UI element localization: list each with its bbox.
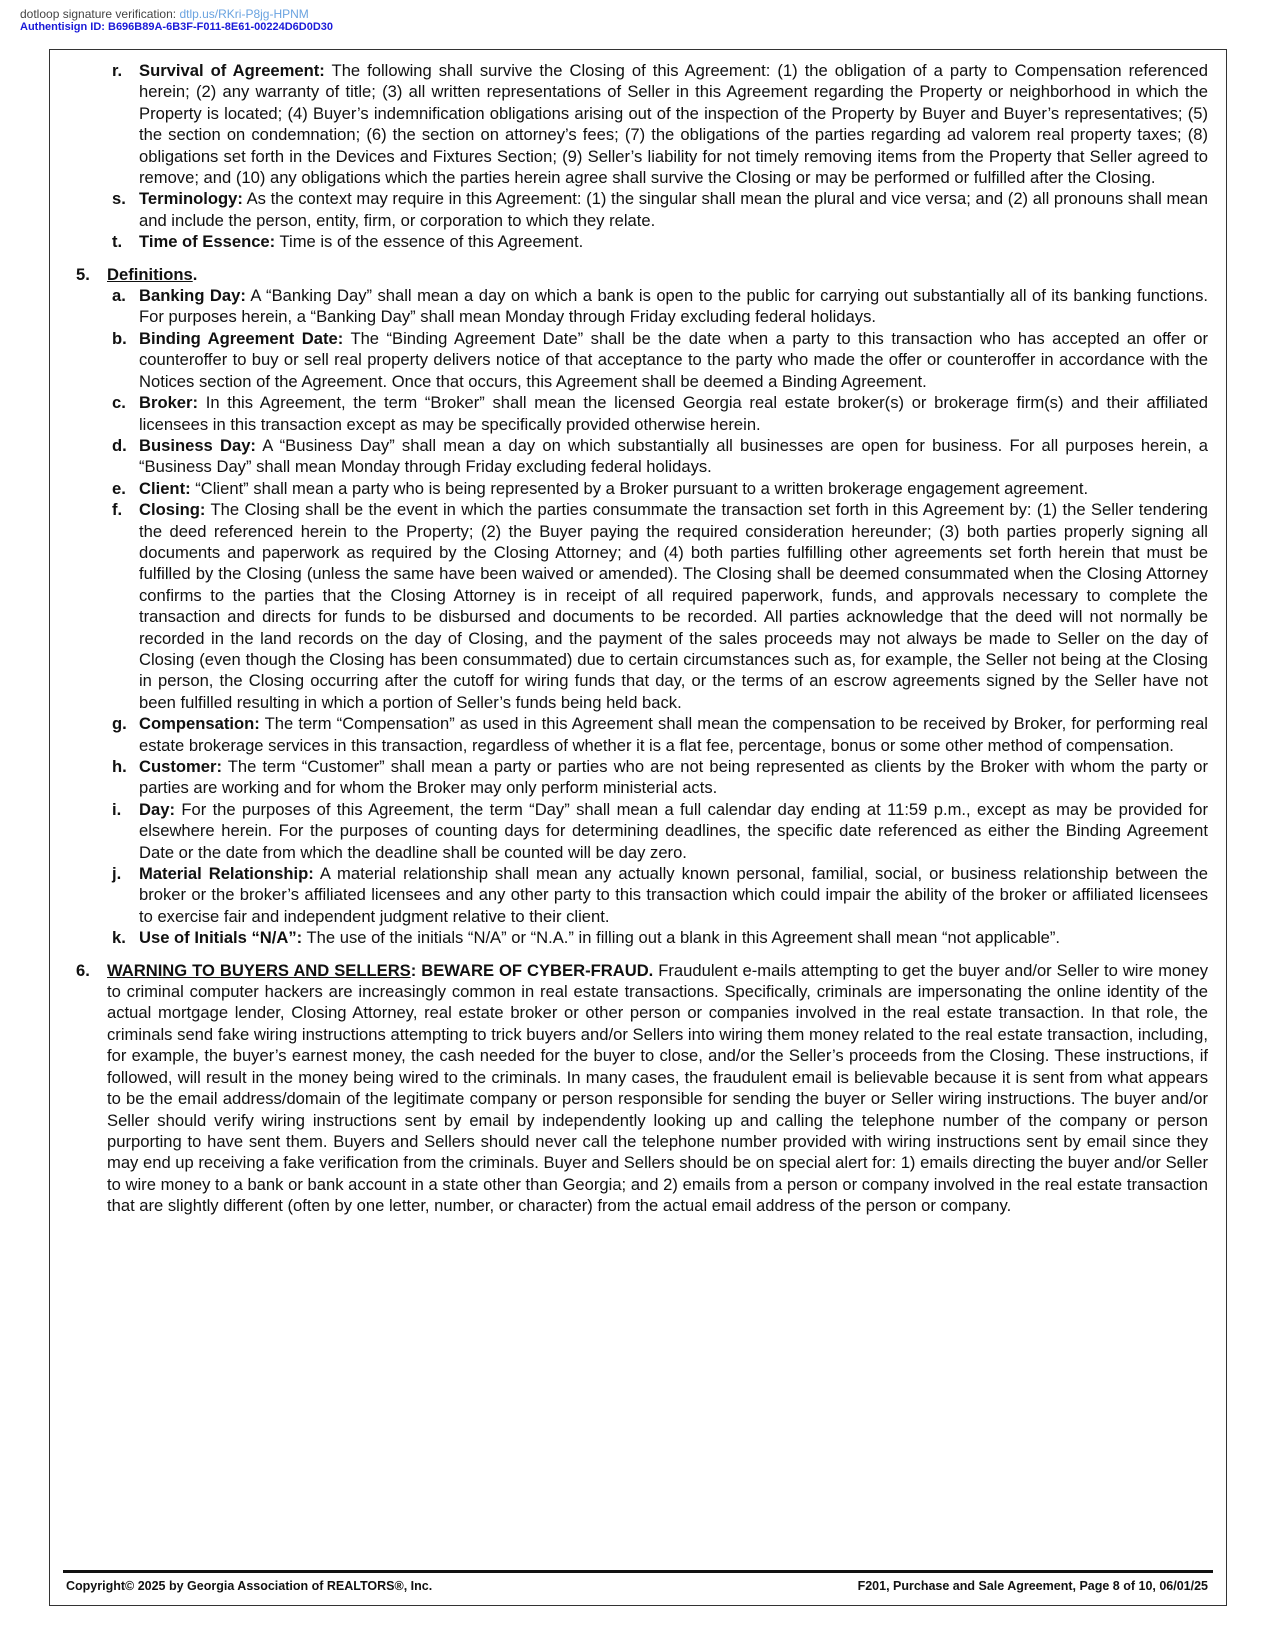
- clause-title: Terminology:: [139, 189, 243, 209]
- definition-label: e.: [112, 478, 126, 498]
- definition-text: “Client” shall mean a party who is being represented by a Broker pursuant to a written brokerage engagement agreement.: [190, 478, 1089, 498]
- definition-title: Day:: [139, 799, 175, 819]
- definition-business-day: [70, 435, 1208, 478]
- definition-label: h.: [112, 757, 127, 776]
- clause-text: The following shall survive the Closing of this Agreement: (1) the obligation of a party to Compensation referenced herein; (2) any warranty of title; (3) all written representations of Seller in this Agreement regarding the Property or neighborhood in which the Property is located; (4) Buyer’s indemnification obligations arising out of the inspection of the Property by Buyer and Buyer’s representatives; (5) the section on condemnation; (6) the section on attorney’s fees; (7) the obligations of the parties regarding ad valorem real property taxes; (8) obligations set forth in the Devices and Fixtures Section; (9) Seller’s liability for not timely removing items from the Property that Seller agreed to remove; and (10) any obligations which the parties herein agree shall survive the Closing or may be performed or fulfilled after the Closing.: [139, 61, 1208, 188]
- authentisign-value: B696B89A-6B3F-F011-8E61-00224D6D0D30: [108, 21, 334, 33]
- definition-material-relationship: [70, 863, 1208, 927]
- definition-closing: [70, 499, 1208, 713]
- definition-text: The term “Compensation” as used in this Agreement shall mean the compensation to be received by Broker, for performing real estate brokerage services in this transaction, regardless of whether it is a flat fee, percentage, bonus or some other method of compensation.: [139, 714, 1208, 755]
- dotloop-link[interactable]: dtlp.us/RKri-P8jg-HPNM: [179, 7, 309, 21]
- clause-terminology: [70, 188, 1208, 231]
- section-cyber-fraud-warning: [70, 960, 1208, 1217]
- definition-title: Client:: [139, 478, 191, 498]
- definition-label: j.: [112, 864, 122, 884]
- authentisign-id: [20, 21, 333, 34]
- definition-title: Business Day:: [139, 435, 256, 455]
- definition-title: Closing:: [139, 500, 206, 520]
- page-frame: [49, 49, 1227, 1606]
- definition-label: i.: [112, 799, 122, 819]
- copyright-notice: Copyright© 2025 by Georgia Association of REALTORS®, Inc.: [66, 1579, 433, 1593]
- definition-text: In this Agreement, the term “Broker” shall mean the licensed Georgia real estate broker(s) or brokerage firm(s) and their affiliated licensees in this transaction except as may be specifically provided otherwise herein.: [139, 393, 1208, 434]
- clause-survival: [70, 60, 1208, 188]
- definition-title: Banking Day:: [139, 286, 246, 306]
- definition-text: The use of the initials “N/A” or “N.A.” in filling out a blank in this Agreement shall mean “not applicable”.: [302, 928, 1061, 948]
- clause-label: r.: [112, 61, 123, 80]
- definition-text: A “Business Day” shall mean a day on which substantially all businesses are open for business. For all purposes herein, a “Business Day” shall mean Monday through Friday excluding federal holidays.: [139, 435, 1209, 477]
- definition-compensation: [70, 713, 1208, 756]
- form-page-info: F201, Purchase and Sale Agreement, Page 8 of 10, 06/01/25: [857, 1579, 1208, 1593]
- clause-title: Survival of Agreement:: [139, 61, 325, 80]
- section-title: Definitions: [107, 264, 193, 284]
- section-number: 5.: [76, 264, 90, 284]
- section-title-punct: .: [192, 264, 198, 284]
- document-body: [70, 60, 1208, 1217]
- definition-text: For the purposes of this Agreement, the term “Day” shall mean a full calendar day ending at 11:59 p.m., except as may be provided for elsewhere herein. For the purposes of counting days for determining deadlines, the specific date referenced as either the Binding Agreement Date or the date from which the deadline shall be counted will be day zero.: [139, 799, 1208, 862]
- section-definitions-heading: [70, 264, 1208, 285]
- definition-label: c.: [112, 393, 126, 413]
- warning-heading: WARNING TO BUYERS AND SELLERS: [107, 960, 411, 980]
- definition-label: g.: [112, 714, 127, 734]
- definition-title: Use of Initials “N/A”:: [139, 928, 303, 948]
- clause-text: Time is of the essence of this Agreement.: [275, 232, 584, 252]
- definition-label: f.: [112, 500, 123, 520]
- footer-divider: [63, 1570, 1213, 1573]
- definition-binding-agreement-date: [70, 328, 1208, 392]
- definition-broker: [70, 392, 1208, 435]
- definition-title: Compensation:: [139, 714, 260, 734]
- definition-text: The Closing shall be the event in which the parties consummate the transaction set forth in this Agreement by: (1) the Seller tendering the deed referenced herein to the Property; (2) the Buyer paying the required consideration hereunder; (3) both parties properly signing all documents and paperwork as required by the Closing Attorney; and (4) both parties fulfilling other agreements set forth herein that must be fulfilled by the Closing (unless the same have been waived or amended). The Closing shall be deemed consummated when the Closing Attorney confirms to the parties that the Closing Attorney is in receipt of all required paperwork, funds, and approvals necessary to complete the transaction and directs for funds to be disbursed and documents to be recorded. All parties acknowledge that the deed will not normally be recorded in the land records on the day of Closing, and the payment of the sales proceeds may not always be made to Seller on the day of Closing (even though the Closing has been consummated) due to certain circumstances such as, for example, the Seller not being at the Closing in person, the Closing occurring after the cutoff for wiring funds that day, or the terms of an escrow agreements signed by the Seller have not been fulfilled resulting in which a portion of Seller’s funds being held back.: [139, 500, 1208, 712]
- definition-title: Broker:: [139, 393, 199, 413]
- definition-label: d.: [112, 435, 127, 455]
- dotloop-label: dotloop signature verification:: [20, 7, 177, 21]
- definition-customer: [70, 756, 1208, 799]
- page-footer: [66, 1579, 1208, 1593]
- definition-use-of-initials: [70, 927, 1208, 948]
- definition-client: [70, 478, 1208, 499]
- clause-label: s.: [112, 189, 126, 209]
- definition-label: b.: [112, 328, 127, 348]
- section-number: 6.: [76, 960, 90, 980]
- definition-text: A material relationship shall mean any actually known personal, familial, social, or business relationship between the broker or the broker’s affiliated licensees and any other party to this transaction which could impair the ability of the broker or affiliated licensees to exercise fair and independent judgment relative to their client.: [139, 864, 1208, 926]
- dotloop-verification: [20, 8, 333, 21]
- definition-label: k.: [112, 928, 126, 948]
- warning-subheading: : BEWARE OF CYBER-FRAUD.: [410, 960, 654, 980]
- signature-verification-header: [20, 8, 333, 34]
- clause-text: As the context may require in this Agreement: (1) the singular shall mean the plural and vice versa; and (2) all pronouns shall mean and include the person, entity, firm, or corporation to which they relate.: [139, 189, 1208, 230]
- definition-text: The “Binding Agreement Date” shall be the date when a party to this transaction who has accepted an offer or counteroffer to buy or sell real property delivers notice of that acceptance to the party who made the offer or counteroffer in accordance with the Notices section of the Agreement. Once that occurs, this Agreement shall be deemed a Binding Agreement.: [139, 328, 1208, 391]
- definition-text: The term “Customer” shall mean a party or parties who are not being represented as clients by the Broker with whom the party or parties are working and for whom the Broker may only perform ministerial acts.: [139, 757, 1208, 798]
- warning-text: Fraudulent e-mails attempting to get the buyer and/or Seller to wire money to criminal computer hackers are increasingly common in real estate transactions. Specifically, criminals are impersonating the online identity of the actual mortgage lender, Closing Attorney, real estate broker or other person or companies involved in the real estate transaction. In that role, the criminals send fake wiring instructions attempting to trick buyers and/or Sellers into wiring them money related to the real estate transaction, including, for example, the buyer’s earnest money, the cash needed for the buyer to close, and/or the Seller’s proceeds from the Closing. These instructions, if followed, will result in the money being wired to the criminals. In many cases, the fraudulent email is believable because it is sent from what appears to be the email address/domain of the legitimate company or person responsible for sending the buyer or Seller wiring instructions. The buyer and/or Seller should verify wiring instructions sent by email by independently looking up and calling the telephone number of the company or person purporting to have sent them. Buyers and Sellers should never call the telephone number provided with wiring instructions sent by email since they may end up receiving a fake verification from the criminals. Buyer and Sellers should be on special alert for: 1) emails directing the buyer and/or Seller to wire money to a bank or bank account in a state other than Georgia; and 2) emails from a person or company involved in the real estate transaction that are slightly different (often by one letter, number, or character) from the actual email address of the person or company.: [107, 960, 1208, 1216]
- clause-title: Time of Essence:: [139, 232, 276, 252]
- definition-title: Material Relationship:: [139, 864, 314, 884]
- definition-banking-day: [70, 285, 1208, 328]
- definition-text: A “Banking Day” shall mean a day on which a bank is open to the public for carrying out substantially all of its banking functions. For purposes herein, a “Banking Day” shall mean Monday through Friday excluding federal holidays.: [139, 286, 1208, 327]
- clause-time-of-essence: [70, 231, 1208, 252]
- definition-label: a.: [112, 286, 126, 306]
- definition-day: [70, 799, 1208, 863]
- authentisign-label: Authentisign ID:: [20, 21, 105, 33]
- definition-title: Customer:: [139, 757, 222, 776]
- definition-title: Binding Agreement Date:: [139, 328, 344, 348]
- clause-label: t.: [112, 232, 123, 252]
